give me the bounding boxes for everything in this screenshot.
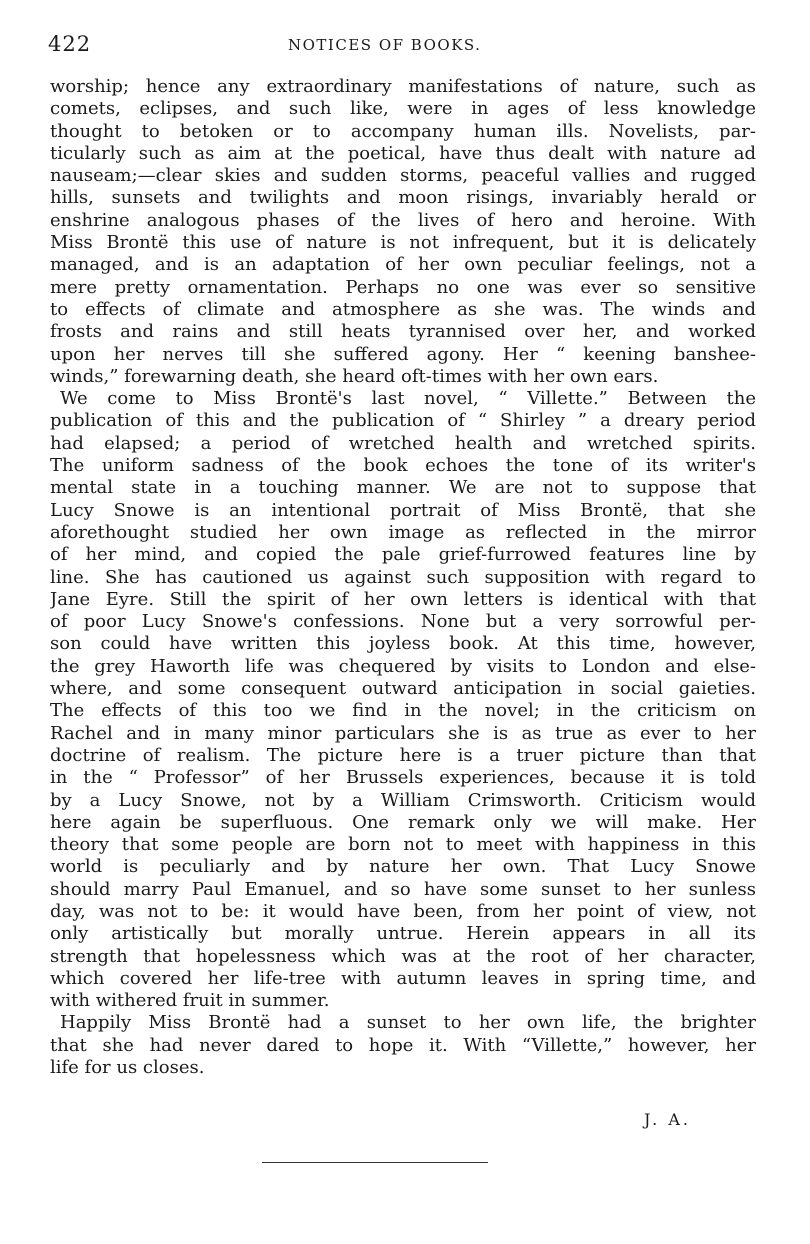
- text-line: had elapsed; a period of wretched health and wretched spirits.: [50, 432, 756, 454]
- text-line: The uniform sadness of the book echoes the tone of its writer's: [50, 455, 756, 477]
- text-line: to effects of climate and atmosphere as she was. The winds and: [50, 298, 756, 320]
- text-line: Rachel and in many minor particulars she is as true as ever to her: [50, 722, 756, 744]
- text-line: publication of this and the publication of “ Shirley ” a dreary period: [50, 410, 756, 432]
- text-line: of her mind, and copied the pale grief-furrowed features line by: [50, 544, 756, 566]
- text-line: day, was not to be: it would have been, from her point of view, not: [50, 900, 756, 922]
- text-line: managed, and is an adaptation of her own peculiar feelings, not a: [50, 254, 756, 276]
- text-line: where, and some consequent outward anticipation in social gaieties.: [50, 678, 756, 700]
- text-line: We come to Miss Brontë's last novel, “ Villette.” Between the: [60, 388, 756, 410]
- text-line: world is peculiarly and by nature her own. That Lucy Snowe: [50, 856, 756, 878]
- text-line: that she had never dared to hope it. With “Villette,” however, her: [50, 1034, 756, 1056]
- text-line: comets, eclipses, and such like, were in ages of less knowledge: [50, 98, 756, 120]
- text-line: with withered fruit in summer.: [50, 990, 330, 1012]
- section-divider: [262, 1162, 488, 1163]
- text-line: upon her nerves till she suffered agony. Her “ keening banshee-: [50, 343, 756, 365]
- text-line: mere pretty ornamentation. Perhaps no one was ever so sensitive: [50, 276, 756, 298]
- text-line: Miss Brontë this use of nature is not infrequent, but it is delicately: [50, 232, 756, 254]
- page-number: 422: [48, 32, 92, 56]
- text-line: thought to betoken or to accompany human ills. Novelists, par-: [50, 120, 756, 142]
- text-line: Jane Eyre. Still the spirit of her own letters is identical with that: [50, 588, 756, 610]
- text-line: life for us closes.: [50, 1057, 205, 1079]
- text-line: frosts and rains and still heats tyrannised over her, and worked: [50, 321, 756, 343]
- article-body: [50, 76, 756, 1079]
- author-signature: J. A.: [644, 1110, 691, 1129]
- text-line: which covered her life-tree with autumn leaves in spring time, and: [50, 967, 756, 989]
- text-line: nauseam;—clear skies and sudden storms, peaceful vallies and rugged: [50, 165, 756, 187]
- text-line: mental state in a touching manner. We are not to suppose that: [50, 477, 756, 499]
- text-line: should marry Paul Emanuel, and so have some sunset to her sunless: [50, 878, 756, 900]
- text-line: line. She has cautioned us against such supposition with regard to: [50, 566, 756, 588]
- text-line: strength that hopelessness which was at the root of her character,: [50, 945, 756, 967]
- running-head: NOTICES OF BOOKS.: [288, 36, 482, 54]
- text-line: son could have written this joyless book. At this time, however,: [50, 633, 756, 655]
- text-line: theory that some people are born not to meet with happiness in this: [50, 834, 756, 856]
- text-line: winds,” forewarning death, she heard oft-times with her own ears.: [50, 365, 659, 387]
- text-line: Happily Miss Brontë had a sunset to her own life, the brighter: [60, 1012, 756, 1034]
- text-line: enshrine analogous phases of the lives of hero and heroine. With: [50, 209, 756, 231]
- text-line: in the “ Professor” of her Brussels experiences, because it is told: [50, 767, 756, 789]
- text-line: by a Lucy Snowe, not by a William Crimsworth. Criticism would: [50, 789, 756, 811]
- text-line: here again be superfluous. One remark only we will make. Her: [50, 811, 756, 833]
- text-line: the grey Haworth life was chequered by visits to London and else-: [50, 655, 756, 677]
- text-line: aforethought studied her own image as reflected in the mirror: [50, 521, 756, 543]
- text-line: of poor Lucy Snowe's confessions. None but a very sorrowful per-: [50, 611, 756, 633]
- page-header: [48, 32, 760, 60]
- text-line: worship; hence any extraordinary manifestations of nature, such as: [50, 76, 756, 97]
- text-line: The effects of this too we find in the novel; in the criticism on: [50, 700, 756, 722]
- text-line: doctrine of realism. The picture here is a truer picture than that: [50, 744, 756, 766]
- text-line: ticularly such as aim at the poetical, have thus dealt with nature ad: [50, 142, 756, 164]
- text-line: hills, sunsets and twilights and moon risings, invariably herald or: [50, 187, 756, 209]
- text-line: only artistically but morally untrue. Herein appears in all its: [50, 923, 756, 945]
- text-line: Lucy Snowe is an intentional portrait of Miss Brontë, that she: [50, 499, 756, 521]
